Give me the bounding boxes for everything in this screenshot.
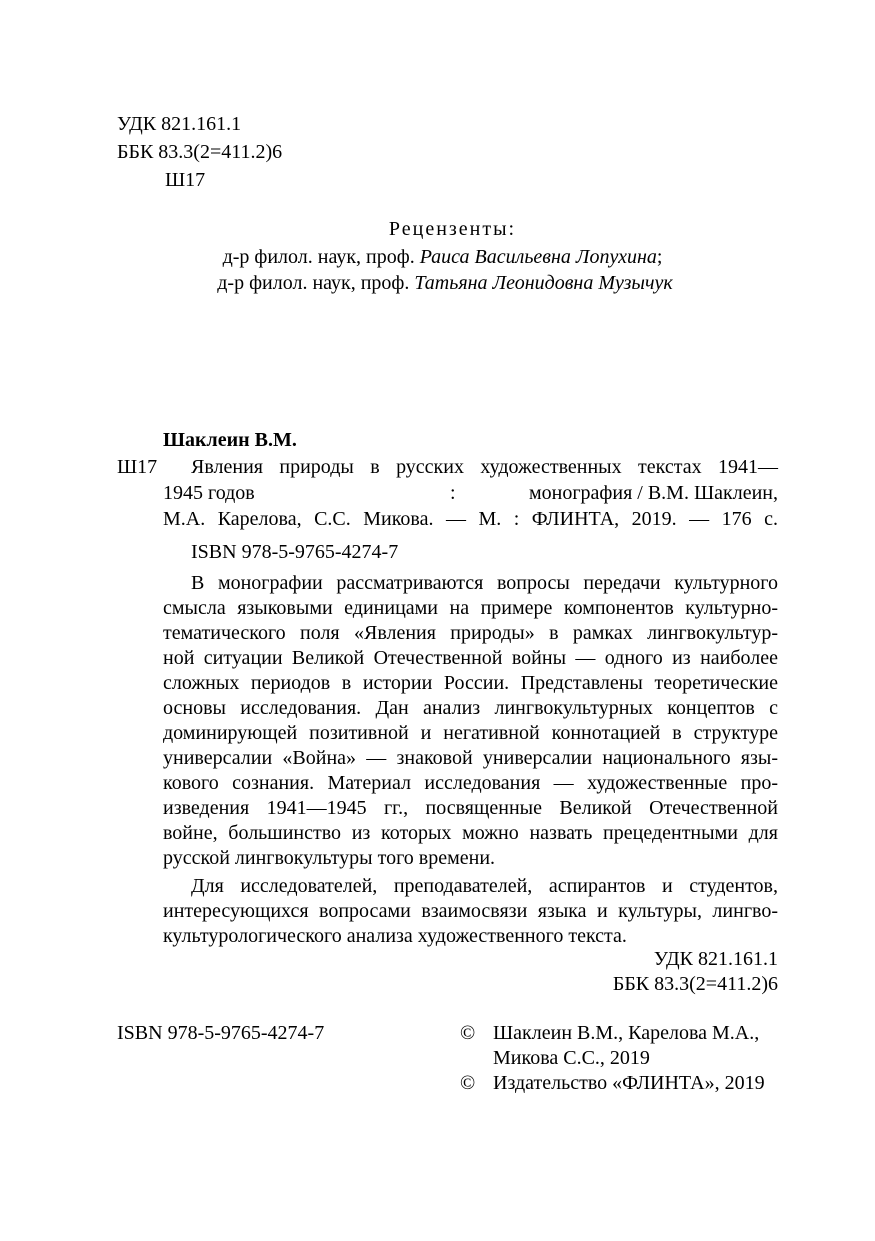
copyright-publisher: Издательство «ФЛИНТА», 2019 bbox=[493, 1072, 765, 1094]
abstract-line: ной ситуации Великой Отечественной войны — одного из наиболее bbox=[163, 647, 778, 669]
citation-title-line-2b: : bbox=[450, 482, 456, 504]
reviewer-1-title: д-р филол. наук, проф. bbox=[222, 246, 415, 268]
audience-line: интересующихся вопросами взаимосвязи языка и культуры, лингво- bbox=[163, 900, 778, 922]
citation-title-line-2a: 1945 годов bbox=[163, 482, 255, 504]
abstract-line: сложных периодов в истории России. Представлены теоретические bbox=[163, 672, 778, 694]
citation-isbn: ISBN 978-5-9765-4274-7 bbox=[191, 541, 399, 563]
citation-author: Шаклеин В.М. bbox=[163, 429, 297, 451]
copyright-icon: © bbox=[460, 1022, 476, 1044]
citation-title-line-2c: монография / В.М. Шаклеин, bbox=[528, 482, 778, 504]
reviewer-1 bbox=[0, 245, 875, 270]
reviewer-1-suffix: ; bbox=[656, 246, 663, 268]
citation-title-line-3: М.А. Карелова, С.С. Микова. — М. : ФЛИНТА, 2019. — 176 с. bbox=[163, 508, 778, 530]
copyright-authors-line-1: Шаклеин В.М., Карелова М.А., bbox=[493, 1022, 760, 1044]
citation-code: Ш17 bbox=[117, 456, 158, 478]
abstract-line: доминирующей позитивной и негативной коннотацией в структуре bbox=[163, 722, 778, 744]
footer-isbn: ISBN 978-5-9765-4274-7 bbox=[117, 1022, 325, 1044]
abstract-line: смысла языковыми единицами на примере компонентов культурно- bbox=[163, 597, 778, 619]
abstract-line: тематического поля «Явления природы» в рамках лингвокультур- bbox=[163, 622, 778, 644]
classification-udk: УДК 821.161.1 bbox=[653, 948, 778, 970]
abstract-line: русской лингвокультуры того времени. bbox=[163, 847, 496, 869]
reviewer-2 bbox=[0, 271, 875, 296]
reviewer-1-name: Раиса Васильевна Лопухина bbox=[419, 246, 657, 268]
citation-title-line-1: Явления природы в русских художественных текстах 1941— bbox=[191, 456, 778, 478]
abstract-line: универсалии «Война» — знаковой универсалии национального язы- bbox=[163, 747, 778, 769]
abstract-line: кового сознания. Материал исследования — художественные про- bbox=[163, 772, 778, 794]
classification-bbk: ББК 83.3(2=411.2)6 bbox=[612, 973, 778, 995]
abstract-line: изведения 1941—1945 гг., посвященные Великой Отечественной bbox=[163, 797, 778, 819]
header-bbk: ББК 83.3(2=411.2)6 bbox=[117, 141, 283, 163]
reviewers-heading: Рецензенты: bbox=[388, 218, 517, 240]
abstract-line: В монографии рассматриваются вопросы передачи культурного bbox=[191, 572, 778, 594]
copyright-icon: © bbox=[460, 1072, 476, 1094]
reviewer-2-name: Татьяна Леонидовна Музычук bbox=[414, 272, 673, 294]
audience-line: культурологического анализа художественного текста. bbox=[163, 925, 627, 947]
reviewer-2-title: д-р филол. наук, проф. bbox=[217, 272, 410, 294]
abstract-line: войне, большинство из которых можно назвать прецедентными для bbox=[163, 822, 778, 844]
header-code: Ш17 bbox=[165, 169, 206, 191]
abstract-line: основы исследования. Дан анализ лингвокультурных концептов с bbox=[163, 697, 778, 719]
audience-line: Для исследователей, преподавателей, аспирантов и студентов, bbox=[191, 875, 778, 897]
header-udk: УДК 821.161.1 bbox=[117, 113, 242, 135]
copyright-authors-line-2: Микова С.С., 2019 bbox=[493, 1047, 650, 1069]
